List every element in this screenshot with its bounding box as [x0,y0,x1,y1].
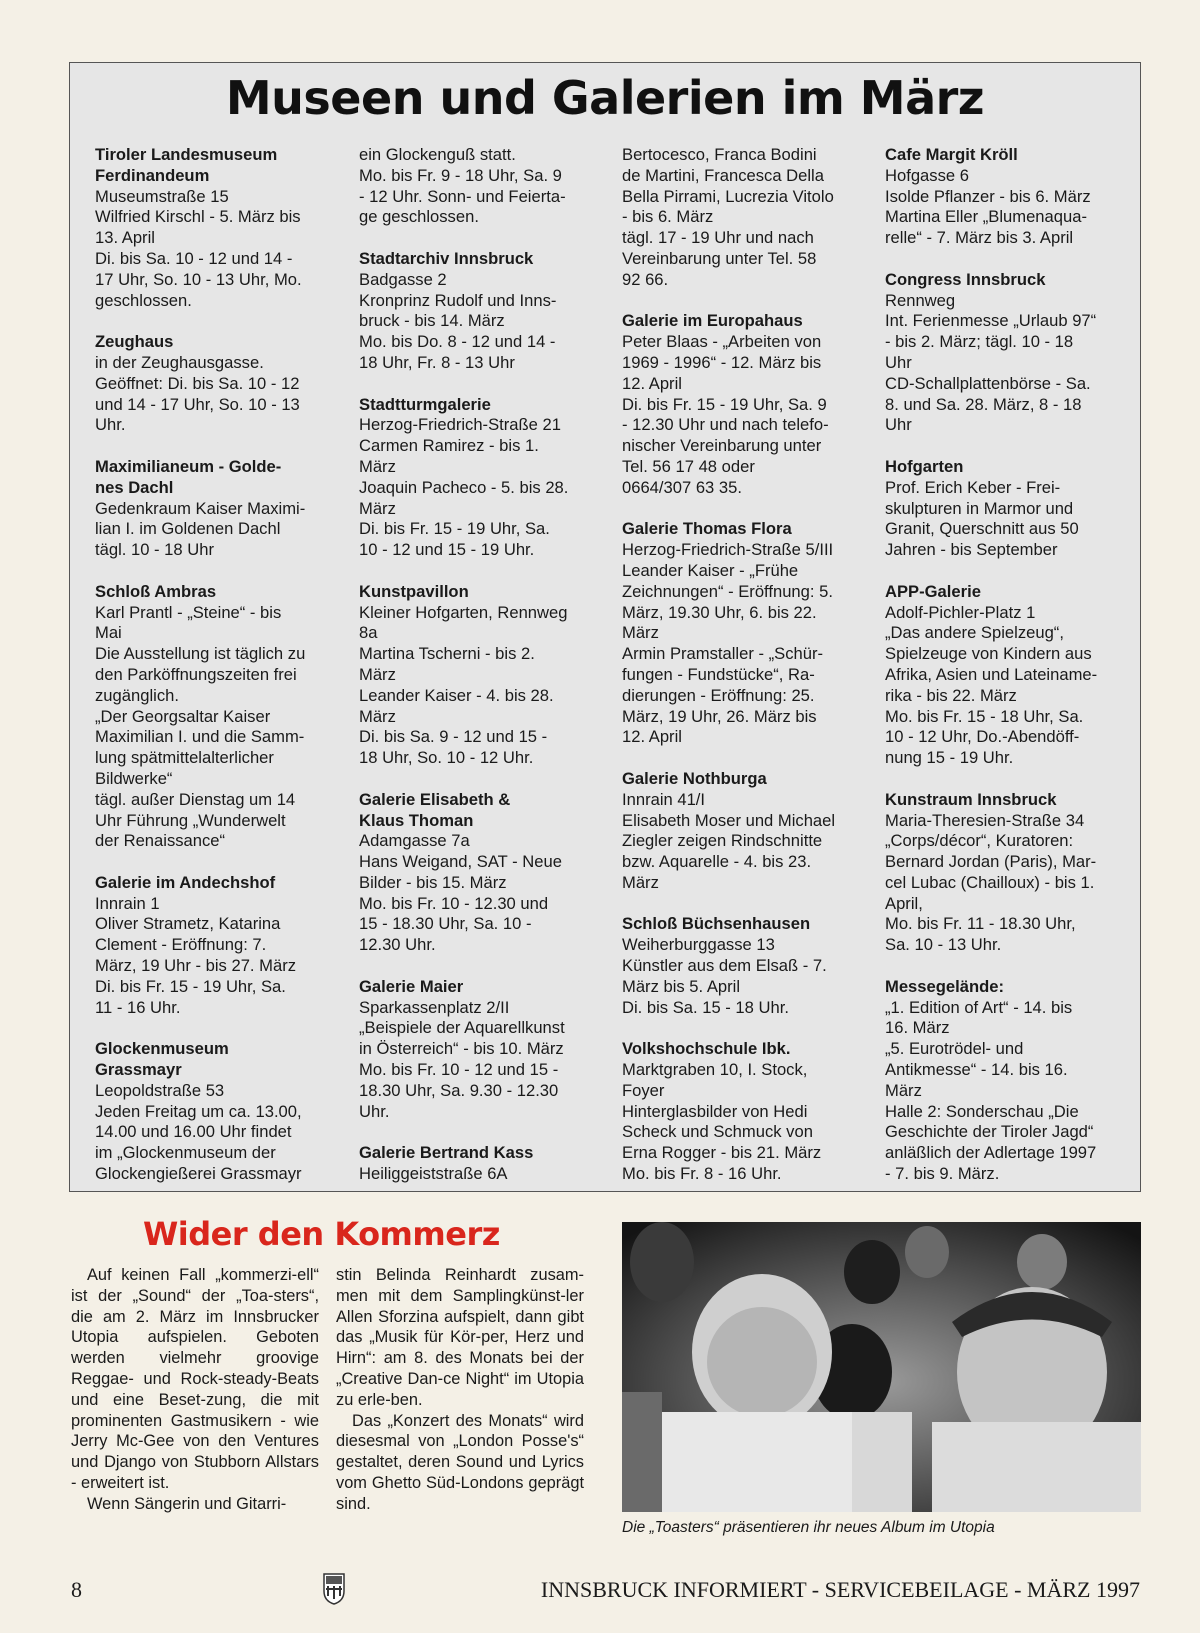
venue-name: nes Dachl [95,477,174,497]
venue-detail: Mo. bis Fr. 10 - 12 und 15 - [359,1060,559,1080]
venue-detail: Di. bis Fr. 15 - 19 Uhr, Sa. 9 [622,394,827,414]
venue-detail: 12. April [622,727,682,747]
venue-detail: Di. bis Sa. 9 - 12 und 15 - [359,727,548,747]
venue-detail: März [885,1080,922,1100]
article-column-1 [71,1265,319,1515]
venue-name: Stadtarchiv Innsbruck [359,248,534,268]
venue-detail: Zeichnungen“ - Eröffnung: 5. [622,581,833,601]
venue-detail: in der Zeughausgasse. [95,352,264,372]
listing-entry [359,582,599,769]
venue-detail: den Parköffnungszeiten frei [95,664,297,684]
listing-entry [95,873,335,1019]
venue-detail: 12. April [622,373,682,393]
venue-detail: im „Glockenmuseum der [95,1143,276,1163]
listing-entry [885,790,1125,956]
venue-detail: Vereinbarung unter Tel. 58 [622,248,817,268]
venue-detail: Jahren - bis September [885,540,1058,560]
venue-detail: Mo. bis Fr. 11 - 18.30 Uhr, [885,914,1076,934]
venue-detail: Bildwerke“ [95,768,173,788]
venue-detail: Rennweg [885,290,956,310]
venue-detail: 15 - 18.30 Uhr, Sa. 10 - [359,914,532,934]
listing-entry [622,1039,862,1185]
venue-detail: Künstler aus dem Elsaß - 7. [622,956,827,976]
venue-name: Galerie Maier [359,976,464,996]
venue-detail: - bis 6. März [622,207,714,227]
listing-entry [95,1039,335,1185]
venue-detail: tägl. 10 - 18 Uhr [95,540,214,560]
listing-column-3 [622,145,862,1206]
venue-detail: Adamgasse 7a [359,831,470,851]
listing-column-2 [359,145,599,1206]
venue-detail: März [359,664,396,684]
venue-detail: Mai [95,623,122,643]
listing-entry [622,311,862,498]
listing-entry [95,582,335,852]
listing-entry [885,145,1125,249]
venue-detail: geschlossen. [95,290,192,310]
venue-detail: Uhr [885,415,912,435]
venue-detail: Hans Weigand, SAT - Neue [359,852,562,872]
venue-detail: März [622,623,659,643]
venue-detail: 0664/307 63 35. [622,477,742,497]
venue-detail: Bertocesco, Franca Bodini [622,145,817,164]
listing-entry [885,582,1125,769]
venue-detail: 8a [359,623,378,643]
venue-name: Grassmayr [95,1060,182,1080]
venue-detail: ge geschlossen. [359,207,479,227]
listing-entry [95,457,335,561]
venue-detail: Badgasse 2 [359,269,447,289]
venue-detail: Leander Kaiser - 4. bis 28. [359,685,554,705]
article-title: Wider den Kommerz [143,1215,500,1253]
venue-detail: Gedenkraum Kaiser Maximi- [95,498,306,518]
city-crest-icon [322,1571,346,1610]
venue-detail: Maria-Theresien-Straße 34 [885,810,1085,830]
venue-detail: Int. Ferienmesse „Urlaub 97“ [885,311,1097,331]
venue-detail: 18 Uhr, So. 10 - 12 Uhr. [359,748,534,768]
venue-detail: „5. Eurotrödel- und [885,1039,1024,1059]
venue-detail: lian I. im Goldenen Dachl [95,519,281,539]
venue-name: Maximilianeum - Golde- [95,456,282,476]
venue-detail: Uhr. [359,1101,390,1121]
venue-detail: März [359,498,396,518]
venue-detail: „1. Edition of Art“ - 14. bis [885,997,1073,1017]
venue-detail: 11 - 16 Uhr. [95,997,181,1017]
venue-detail: Mo. bis Fr. 15 - 18 Uhr, Sa. [885,706,1084,726]
listing-entry [885,457,1125,561]
venue-detail: Uhr Führung „Wunderwelt [95,810,286,830]
venue-detail: März [359,706,396,726]
venue-detail: Museumstraße 15 [95,186,229,206]
venue-detail: Carmen Ramirez - bis 1. [359,436,539,456]
article-paragraph: Auf keinen Fall „kommerzi-ell“ ist der „Sound“ der „Toa-sters“, die am 2. März im Innsbrucker Utopia aufspielen. Geboten werden vielmehr groovige Reggae- und Rock-steady-Beats und eine Beset-zung, die mit prominenten Gastmusikern - wie Jerry Mc-Gee von den Ventures und Django von Stubborn Allstars - erweitert ist. [71,1266,319,1492]
venue-detail: Martina Eller „Blumenaqua- [885,207,1087,227]
listing-column-4 [885,145,1125,1206]
venue-detail: - bis 2. März; tägl. 10 - 18 [885,332,1074,352]
venue-detail: Bella Pirrami, Lucrezia Vitolo [622,186,834,206]
venue-detail: Sparkassenplatz 2/II [359,997,510,1017]
venue-detail: Jeden Freitag um ca. 13.00, [95,1101,302,1121]
venue-detail: Leopoldstraße 53 [95,1080,225,1100]
venue-name: Messegelände: [885,976,1004,996]
venue-detail: „Der Georgsaltar Kaiser [95,706,271,726]
venue-detail: Hofgasse 6 [885,165,969,185]
venue-detail: Clement - Eröffnung: 7. [95,935,267,955]
venue-detail: 92 66. [622,269,669,289]
venue-detail: Geschichte der Tiroler Jagd“ [885,1122,1094,1142]
venue-detail: lung spätmittelalterlicher [95,748,274,768]
venue-detail: Weiherburggasse 13 [622,935,775,955]
venue-detail: 12.30 Uhr. [359,935,436,955]
venue-detail: März [359,456,396,476]
venue-detail: Antikmesse“ - 14. bis 16. [885,1060,1068,1080]
venue-detail: Halle 2: Sonderschau „Die [885,1101,1079,1121]
venue-detail: Die Ausstellung ist täglich zu [95,644,306,664]
venue-name: Stadtturmgalerie [359,394,491,414]
venue-detail: 10 - 12 und 15 - 19 Uhr. [359,540,535,560]
venue-detail: 10 - 12 Uhr, Do.-Abendöff- [885,727,1080,747]
listing-column-1 [95,145,335,1206]
page-number: 8 [71,1577,82,1602]
venue-detail: Herzog-Friedrich-Straße 21 [359,415,561,435]
venue-name: Galerie Nothburga [622,768,767,788]
venue-detail: Joaquin Pacheco - 5. bis 28. [359,477,569,497]
photo-caption: Die „Toasters“ präsentieren ihr neues Album im Utopia [622,1519,995,1536]
venue-name: Galerie im Andechshof [95,872,276,892]
article-paragraph: stin Belinda Reinhardt zusam-men mit dem Samplingkünst-ler Allen Sforzina aufspielt, dann gibt das „Musik für Kör-per, Herz und Hirn“: am 8. des Monats bei der „Creative Dan-ce Night“ im Utopia zu erle-ben. [336,1266,584,1409]
venue-name: Galerie Thomas Flora [622,519,792,539]
venue-detail: Maximilian I. und die Samm- [95,727,305,747]
venue-detail: Foyer [622,1080,665,1100]
venue-detail: cel Lubac (Chailloux) - bis 1. [885,872,1095,892]
venue-detail: Di. bis Sa. 15 - 18 Uhr. [622,997,789,1017]
venue-detail: Di. bis Sa. 10 - 12 und 14 - [95,248,293,268]
venue-detail: rika - bis 22. März [885,685,1017,705]
article-paragraph: Wenn Sängerin und Gitarri- [87,1494,287,1513]
venue-detail: 17 Uhr, So. 10 - 13 Uhr, Mo. [95,269,302,289]
listing-entry [622,145,862,291]
venue-detail: Uhr [885,352,912,372]
venue-detail: Heiliggeiststraße 6A [359,1164,508,1184]
venue-name: Klaus Thoman [359,810,474,830]
venue-detail: Geöffnet: Di. bis Sa. 10 - 12 [95,373,300,393]
venue-detail: Mo. bis Fr. 10 - 12.30 und [359,893,549,913]
venue-name: Galerie Elisabeth & [359,789,511,809]
venue-name: Zeughaus [95,332,174,352]
venue-detail: Wilfried Kirschl - 5. März bis [95,207,301,227]
venue-detail: „Corps/décor“, Kuratoren: [885,831,1074,851]
page-footer [0,1577,1200,1607]
venue-detail: bzw. Aquarelle - 4. bis 23. [622,852,812,872]
venue-detail: Bilder - bis 15. März [359,872,507,892]
venue-detail: Innrain 41/I [622,789,706,809]
venue-detail: Sa. 10 - 13 Uhr. [885,935,1002,955]
venue-detail: Mo. bis Fr. 9 - 18 Uhr, Sa. 9 [359,165,562,185]
venue-detail: tägl. 17 - 19 Uhr und nach [622,228,814,248]
venue-detail: April, [885,893,923,913]
venue-detail: „Das andere Spielzeug“, [885,623,1064,643]
venue-detail: Spielzeuge von Kindern aus [885,644,1092,664]
listing-entry [95,332,335,436]
listing-entry [359,249,599,374]
venue-detail: Innrain 1 [95,893,160,913]
venue-detail: Elisabeth Moser und Michael [622,810,836,830]
venue-detail: Martina Tscherni - bis 2. [359,644,535,664]
venue-detail: Adolf-Pichler-Platz 1 [885,602,1036,622]
venue-detail: Granit, Querschnitt aus 50 [885,519,1079,539]
venue-detail: Scheck und Schmuck von [622,1122,813,1142]
listings-box [69,62,1141,1192]
venue-detail: Karl Prantl - „Steine“ - bis [95,602,282,622]
venue-detail: Oliver Strametz, Katarina [95,914,281,934]
venue-name: Kunstraum Innsbruck [885,789,1057,809]
venue-detail: Bernard Jordan (Paris), Mar- [885,852,1097,872]
venue-detail: März bis 5. April [622,976,741,996]
listing-entry [885,977,1125,1185]
venue-detail: Prof. Erich Keber - Frei- [885,477,1061,497]
venue-detail: tägl. außer Dienstag um 14 [95,789,296,809]
venue-detail: März [622,872,659,892]
venue-detail: de Martini, Francesca Della [622,165,824,185]
venue-name: Cafe Margit Kröll [885,145,1018,164]
article-column-2 [336,1265,584,1515]
venue-detail: skulpturen in Marmor und [885,498,1074,518]
listing-entry [622,769,862,894]
box-title: Museen und Galerien im März [225,71,985,125]
listing-entry [359,1143,599,1185]
venue-detail: Di. bis Fr. 15 - 19 Uhr, Sa. [95,976,286,996]
venue-detail: 18.30 Uhr, Sa. 9.30 - 12.30 [359,1080,559,1100]
venue-detail: der Renaissance“ [95,831,226,851]
venue-detail: Kleiner Hofgarten, Rennweg [359,602,568,622]
venue-detail: März, 19 Uhr, 26. März bis [622,706,817,726]
venue-detail: relle“ - 7. März bis 3. April [885,228,1074,248]
venue-detail: Glockengießerei Grassmayr [95,1164,302,1184]
venue-detail: März, 19.30 Uhr, 6. bis 22. [622,602,817,622]
venue-detail: nischer Vereinbarung unter [622,436,822,456]
venue-detail: Marktgraben 10, I. Stock, [622,1060,808,1080]
venue-detail: Mo. bis Fr. 8 - 16 Uhr. [622,1164,782,1184]
venue-name: Galerie im Europahaus [622,311,803,331]
venue-name: Glockenmuseum [95,1039,229,1059]
publication-line: INNSBRUCK INFORMIERT - SERVICEBEILAGE - MÄRZ 1997 [540,1577,1140,1602]
venue-detail: ein Glockenguß statt. [359,145,516,164]
band-photo [622,1222,1141,1512]
venue-detail: 8. und Sa. 28. März, 8 - 18 [885,394,1082,414]
venue-detail: Ziegler zeigen Rindschnitte [622,831,823,851]
venue-name: Volkshochschule Ibk. [622,1039,791,1059]
listing-entry [95,145,335,311]
venue-name: Schloß Büchsenhausen [622,914,811,934]
venue-detail: fungen - Fundstücke“, Ra- [622,664,815,684]
venue-detail: Hinterglasbilder von Hedi [622,1101,808,1121]
venue-detail: Peter Blaas - „Arbeiten von [622,332,822,352]
listing-entry [622,914,862,1018]
venue-name: Ferdinandeum [95,165,210,185]
venue-name: Hofgarten [885,456,964,476]
listing-entry [359,790,599,956]
listing-entry [359,395,599,561]
venue-detail: 1969 - 1996“ - 12. März bis [622,352,822,372]
venue-name: Galerie Bertrand Kass [359,1143,534,1163]
venue-detail: zugänglich. [95,685,179,705]
venue-detail: Mo. bis Do. 8 - 12 und 14 - [359,332,556,352]
venue-detail: Armin Pramstaller - „Schür- [622,644,823,664]
venue-detail: Tel. 56 17 48 oder [622,456,755,476]
venue-detail: Uhr. [95,415,126,435]
venue-detail: anläßlich der Adlertage 1997 [885,1143,1097,1163]
venue-detail: 13. April [95,228,155,248]
venue-detail: Afrika, Asien und Lateiname- [885,664,1098,684]
listing-entry [359,977,599,1123]
venue-detail: 16. März [885,1018,950,1038]
venue-detail: und 14 - 17 Uhr, So. 10 - 13 [95,394,300,414]
venue-name: Congress Innsbruck [885,269,1046,289]
venue-detail: - 7. bis 9. März. [885,1164,1000,1184]
venue-detail: Erna Rogger - bis 21. März [622,1143,822,1163]
venue-detail: dierungen - Eröffnung: 25. [622,685,815,705]
listing-entry [359,145,599,228]
listing-entry [885,270,1125,436]
venue-detail: März, 19 Uhr - bis 27. März [95,956,297,976]
venue-detail: nung 15 - 19 Uhr. [885,748,1014,768]
venue-detail: in Österreich“ - bis 10. März [359,1039,564,1059]
article-paragraph: Das „Konzert des Monats“ wird diesesmal von „London Posse's“ gestaltet, deren Sound und Lyrics vom Ghetto Süd-Londons geprägt sind. [336,1411,584,1513]
venue-detail: Kronprinz Rudolf und Inns- [359,290,557,310]
venue-detail: Leander Kaiser - „Frühe [622,560,799,580]
venue-name: Tiroler Landesmuseum [95,145,278,164]
venue-detail: 18 Uhr, Fr. 8 - 13 Uhr [359,352,515,372]
venue-name: Schloß Ambras [95,581,217,601]
venue-detail: 14.00 und 16.00 Uhr findet [95,1122,292,1142]
listing-entry [622,519,862,748]
venue-name: APP-Galerie [885,581,981,601]
venue-detail: - 12 Uhr. Sonn- und Feierta- [359,186,566,206]
venue-detail: „Beispiele der Aquarellkunst [359,1018,565,1038]
venue-name: Kunstpavillon [359,581,469,601]
venue-detail: Herzog-Friedrich-Straße 5/III [622,540,834,560]
venue-detail: bruck - bis 14. März [359,311,505,331]
venue-detail: - 12.30 Uhr und nach telefo- [622,415,829,435]
venue-detail: Di. bis Fr. 15 - 19 Uhr, Sa. [359,519,550,539]
venue-detail: CD-Schallplattenbörse - Sa. [885,373,1091,393]
venue-detail: Isolde Pflanzer - bis 6. März [885,186,1091,206]
